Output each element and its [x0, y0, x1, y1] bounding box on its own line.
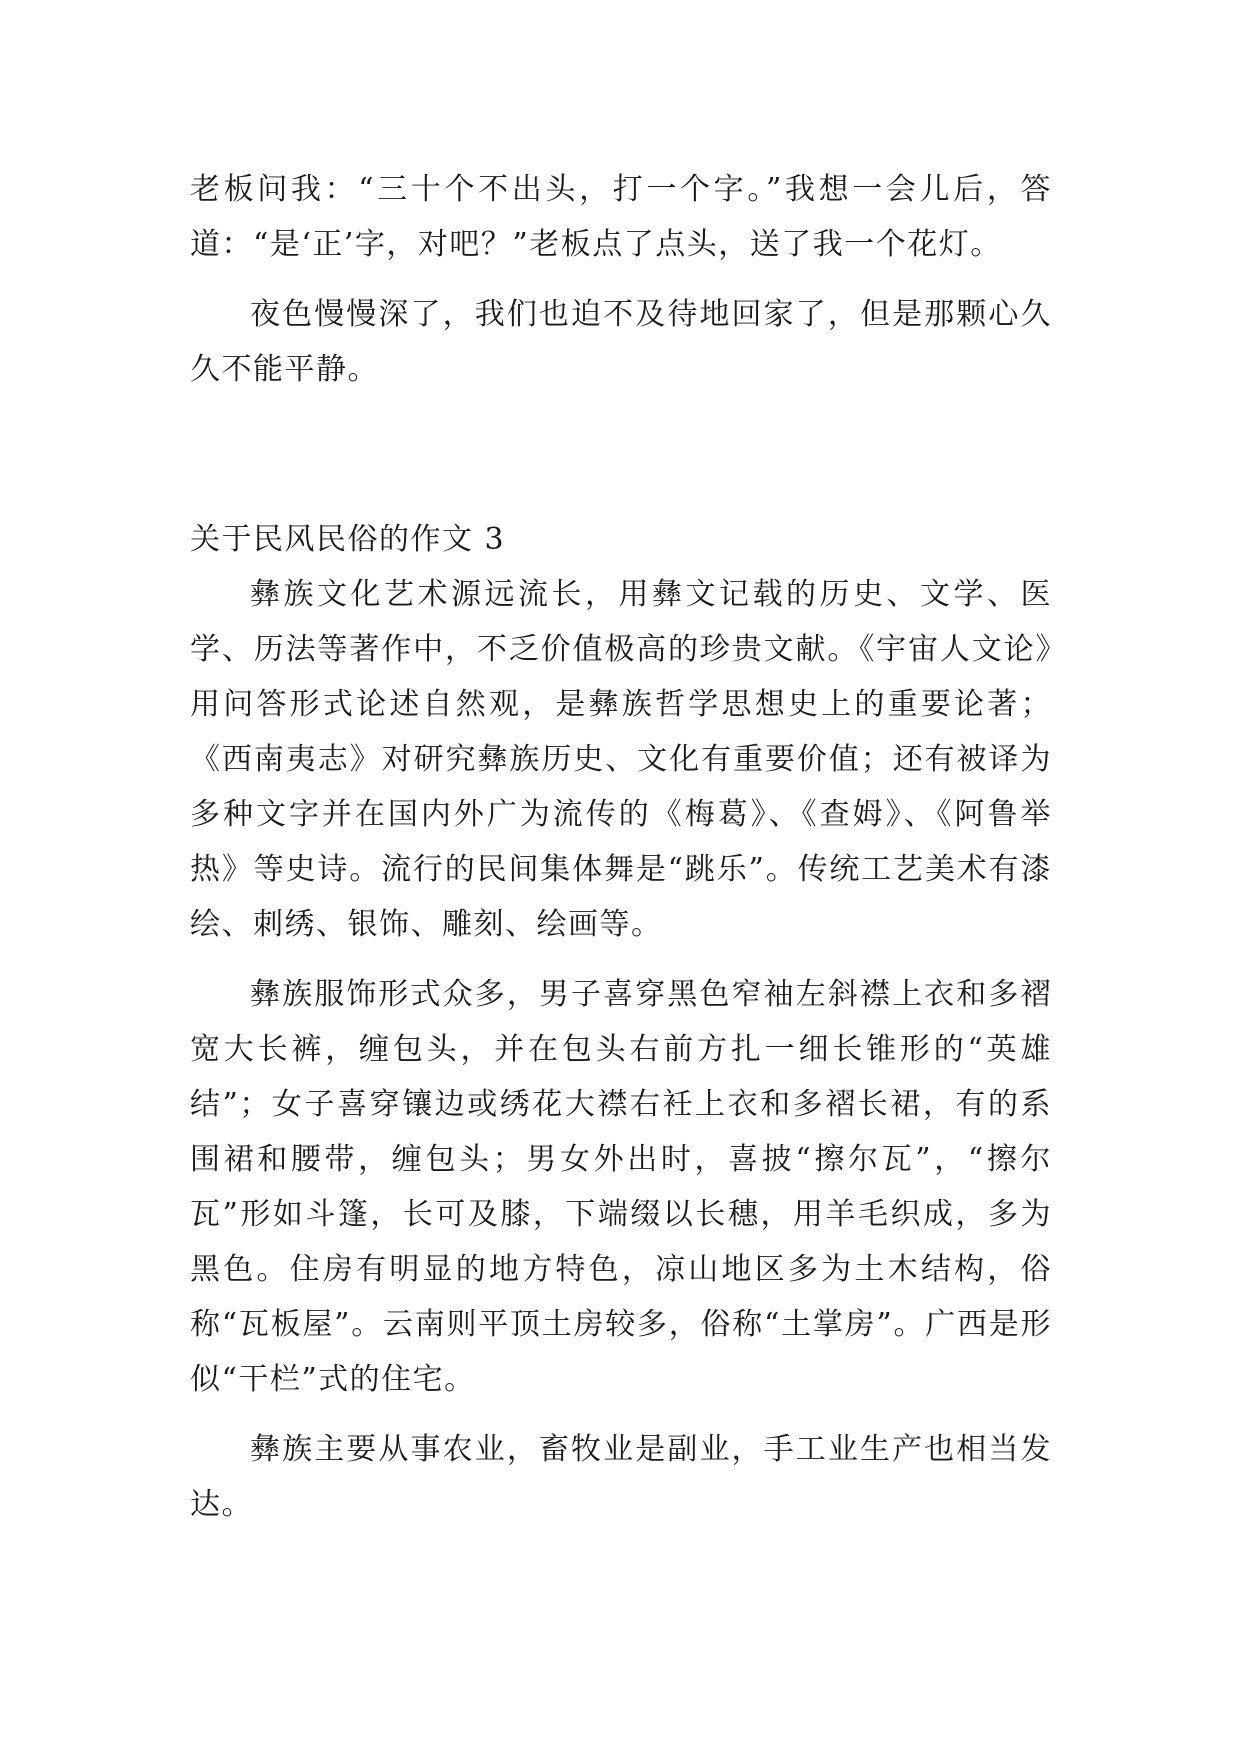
section-text-block	[190, 567, 1052, 1547]
section-heading: 关于民风民俗的作文 3	[190, 522, 506, 557]
paragraph-riddle: 老板问我：“三十个不出头，打一个字。”我想一会儿后，答道：“是‘正’字，对吧？”老板点了点头，送了我一个花灯。	[190, 172, 1052, 262]
paragraph-culture: 彝族文化艺术源远流长，用彝文记载的历史、文学、医学、历法等著作中，不乏价值极高的珍贵文献。《宇宙人文论》用问答形式论述自然观，是彝族哲学思想史上的重要论著；《西南夷志》对研究彝族历史、文化有重要价值；还有被译为多种文字并在国内外广为流传的《梅葛》、《查姆》、《阿鲁举热》等史诗。流行的民间集体舞是“跳乐”。传统工艺美术有漆绘、刺绣、银饰、雕刻、绘画等。	[190, 577, 1052, 942]
paragraph-economy: 彝族主要从事农业，畜牧业是副业，手工业生产也相当发达。	[190, 1432, 1052, 1522]
intro-text-block	[190, 162, 1052, 412]
paragraph-night: 夜色慢慢深了，我们也迫不及待地回家了，但是那颗心久久不能平静。	[190, 297, 1052, 387]
paragraph-costume: 彝族服饰形式众多，男子喜穿黑色窄袖左斜襟上衣和多褶宽大长裤，缠包头，并在包头右前方扎一细长锥形的“英雄结”；女子喜穿镶边或绣花大襟右衽上衣和多褶长裙，有的系围裙和腰带，缠包头；男女外出时，喜披“擦尔瓦”，“擦尔瓦”形如斗篷，长可及膝，下端缀以长穗，用羊毛织成，多为黑色。住房有明显的地方特色，凉山地区多为土木结构，俗称“瓦板屋”。云南则平顶土房较多，俗称“土掌房”。广西是形似“干栏”式的住宅。	[190, 977, 1052, 1397]
